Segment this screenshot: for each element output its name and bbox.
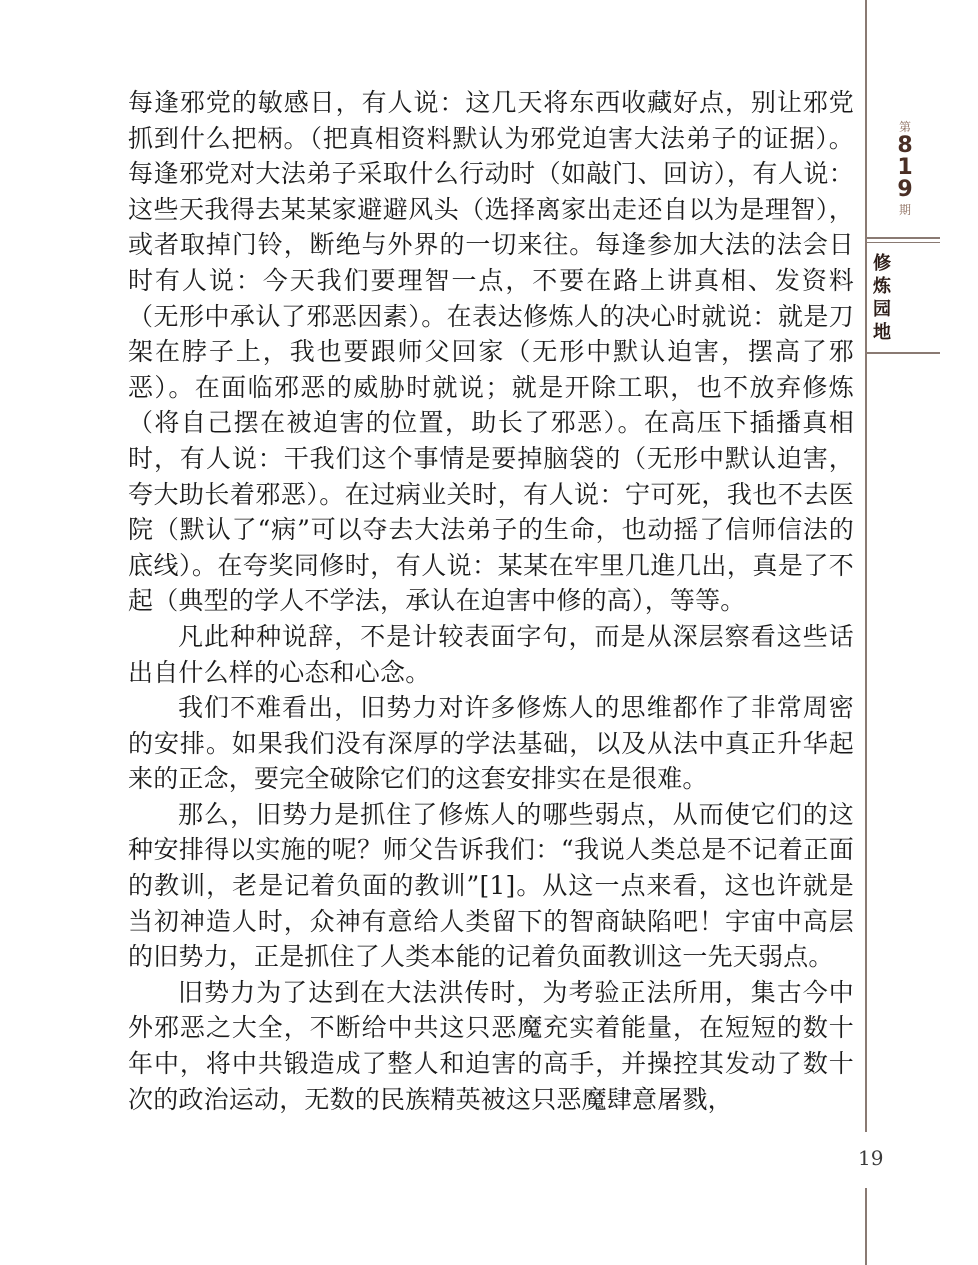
- section-char: 修: [873, 253, 891, 274]
- paragraph: 每逢邪党的敏感日，有人说：这几天将东西收藏好点，别让邪党抓到什么把柄。（把真相资料默认为邪党迫害大法弟子的证据）。每逢邪党对大法弟子采取什么行动时（如敲门、回访），有人说：这些天我得去某某家避避风头（选择离家出走还自以为是理智），或者取掉门铃，断绝与外界的一切来往。每逢参加大法的法会日时有人说：今天我们要理智一点，不要在路上讲真相、发资料（无形中承认了邪恶因素）。在表达修炼人的决心时就说：就是刀架在脖子上，我也要跟师父回家（无形中默认迫害，摆高了邪恶）。在面临邪恶的威胁时就说；就是开除工职，也不放弃修炼（将自己摆在被迫害的位置，助长了邪恶）。在高压下插播真相时，有人说：干我们这个事情是要掉脑袋的（无形中默认迫害，夸大助长着邪恶）。在过病业关时，有人说：宁可死，我也不去医院（默认了“病”可以夺去大法弟子的生命，也动摇了信师信法的底线）。在夸奖同修时，有人说：某某在牢里几進几出，真是了不起（典型的学人不学法，承认在迫害中修的高），等等。: [128, 88, 854, 616]
- divider: [867, 352, 940, 354]
- section-char: 炼: [873, 276, 891, 297]
- paragraph: 凡此种种说辞，不是计较表面字句，而是从深层察看这些话出自什么样的心态和心念。: [128, 621, 854, 687]
- issue-digit: 8: [897, 133, 913, 158]
- issue-suffix: 期: [898, 203, 911, 217]
- issue-digit: 9: [897, 177, 913, 202]
- body-text: [128, 85, 854, 1117]
- issue-prefix: 第: [898, 120, 911, 134]
- issue-number: [867, 135, 943, 201]
- paragraph: 旧势力为了达到在大法洪传时，为考验正法所用，集古今中外邪恶之大全，不断给中共这只恶魔充实着能量，在短短的数十年中，将中共锻造成了整人和迫害的高手，并操控其发动了数十次的政治运动，无数的民族精英被这只恶魔肆意屠戮，: [128, 977, 854, 1114]
- issue-marker: [867, 118, 943, 218]
- section-label: [867, 252, 897, 344]
- section-char: 地: [873, 322, 891, 343]
- paragraph: 那么，旧势力是抓住了修炼人的哪些弱点，从而使它们的这种安排得以实施的呢？师父告诉我们：“我说人类总是不记着正面的教训，老是记着负面的教训”[1]。从这一点来看，这也许就是当初神造人时，众神有意给人类留下的智商缺陷吧！宇宙中高层的旧势力，正是抓住了人类本能的记着负面教训这一先天弱点。: [128, 799, 854, 972]
- divider: [867, 237, 940, 239]
- section-char: 园: [873, 299, 891, 320]
- margin-vertical-line-lower: [865, 1188, 867, 1265]
- page-number: 19: [858, 1146, 884, 1170]
- divider: [867, 242, 940, 243]
- paragraph: 我们不难看出，旧势力对许多修炼人的思维都作了非常周密的安排。如果我们没有深厚的学法基础，以及从法中真正升华起来的正念，要完全破除它们的这套安排实在是很难。: [128, 693, 854, 794]
- issue-digit: 1: [897, 155, 913, 180]
